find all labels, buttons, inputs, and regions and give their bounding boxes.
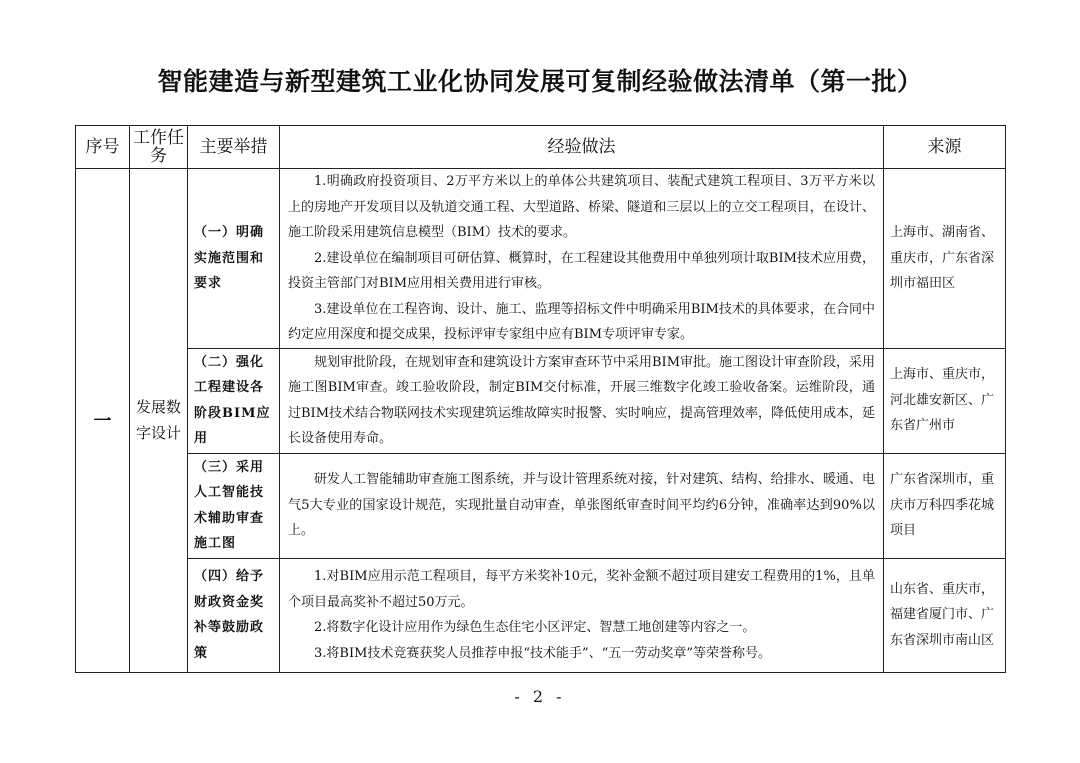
practice-item: 2.建设单位在编制项目可研估算、概算时，在工程建设其他费用中单独列项计取BIM技术应用费，投资主管部门对BIM应用相关费用进行审核。 xyxy=(288,250,875,291)
practice-item: 2.将数字化设计应用作为绿色生态住宅小区评定、智慧工地创建等内容之一。 xyxy=(314,620,756,635)
practice-item: 研发人工智能辅助审查施工图系统，并与设计管理系统对接，针对建筑、结构、给排水、暖通、电气5大专业的国家设计规范，实现批量自动审查，单张图纸审查时间平均约6分钟，准确率达到90%以上。 xyxy=(288,472,875,539)
page-number: - 2 - xyxy=(514,687,566,706)
source-cell: 上海市、重庆市，河北雄安新区、广东省广州市 xyxy=(884,348,1006,453)
practice-item: 3.建设单位在工程咨询、设计、施工、监理等招标文件中明确采用BIM技术的具体要求，在合同中约定应用深度和提交成果，投标评审专家组中应有BIM专项评审专家。 xyxy=(288,301,875,342)
table-row xyxy=(76,348,1006,453)
source-cell: 山东省、重庆市，福建省厦门市、广东省深圳市南山区 xyxy=(884,558,1006,672)
measure-cell: （四）给予财政资金奖补等鼓励政策 xyxy=(188,558,280,672)
measure-cell: （三）采用人工智能技术辅助审查施工图 xyxy=(188,453,280,558)
table-header-row xyxy=(76,126,1006,169)
practice-item: 1.对BIM应用示范工程项目，每平方米奖补10元，奖补金额不超过项目建安工程费用的1%，且单个项目最高奖补不超过50万元。 xyxy=(288,569,875,610)
source-cell: 上海市、湖南省、重庆市，广东省深圳市福田区 xyxy=(884,169,1006,349)
header-practice: 经验做法 xyxy=(280,126,884,169)
practice-cell xyxy=(280,558,884,672)
table-row xyxy=(76,558,1006,672)
header-task: 工作任务 xyxy=(130,126,188,169)
table-row xyxy=(76,453,1006,558)
practice-item: 3.将BIM技术竞赛获奖人员推荐申报“技术能手”、“五一劳动奖章”等荣誉称号。 xyxy=(314,645,771,661)
practice-cell xyxy=(280,169,884,349)
table-row xyxy=(76,169,1006,349)
source-cell: 广东省深圳市，重庆市万科四季花城项目 xyxy=(884,453,1006,558)
header-measure: 主要举措 xyxy=(188,126,280,169)
header-source: 来源 xyxy=(884,126,1006,169)
measure-cell: （一）明确实施范围和要求 xyxy=(188,169,280,349)
practice-cell xyxy=(280,453,884,558)
group-task: 发展数字设计 xyxy=(130,169,188,673)
practice-item: 1.明确政府投资项目、2万平方米以上的单体公共建筑项目、装配式建筑工程项目、3万平方米以上的房地产开发项目以及轨道交通工程、大型道路、桥梁、隧道和三层以上的立交工程项目，在设计、施工阶段采用建筑信息模型（BIM）技术的要求。 xyxy=(288,174,875,240)
header-index: 序号 xyxy=(76,126,130,169)
group-index: 一 xyxy=(76,169,130,673)
practice-item: 规划审批阶段，在规划审查和建筑设计方案审查环节中采用BIM审批。施工图设计审查阶段，采用施工图BIM审查。竣工验收阶段，制定BIM交付标准，开展三维数字化竣工验收备案。运维阶段，通过BIM技术结合物联网技术实现建筑运维故障实时报警、实时响应，提高管理效率，降低使用成本，延长设备使用寿命。 xyxy=(288,354,876,446)
practice-cell xyxy=(280,348,884,453)
experience-table xyxy=(75,125,1006,673)
measure-cell: （二）强化工程建设各阶段BIM应用 xyxy=(188,348,280,453)
document-title: 智能建造与新型建筑工业化协同发展可复制经验做法清单（第一批） xyxy=(157,67,923,96)
